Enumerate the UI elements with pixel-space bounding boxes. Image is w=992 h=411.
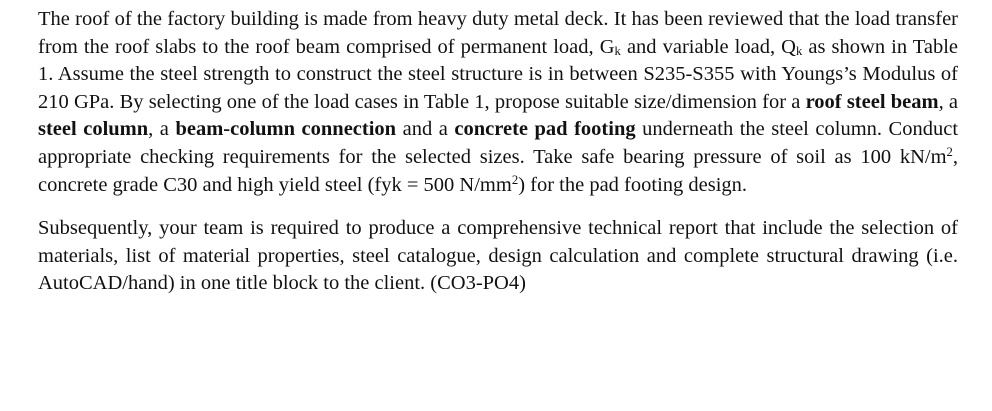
text-segment: The roof of the factory building is made from heavy duty metal deck. It has been reviewed that the load transfer from the roof slabs to the roof beam comprised of permanent load, G: [38, 8, 958, 58]
paragraph-report-requirement: [38, 215, 958, 298]
subscript-k: k: [614, 43, 621, 58]
bold-term-roof-steel-beam: roof steel beam: [805, 90, 939, 113]
document-body: [38, 6, 958, 298]
text-segment: and a: [396, 118, 455, 141]
text-segment: Subsequently, your team is required to produce a comprehensive technical report that include the selection of materials, list of material properties, steel catalogue, design calculation and complete structural drawing (i.e. AutoCAD/hand) in one title block to the client. (CO3-PO4): [38, 217, 958, 295]
bold-term-beam-column-connection: beam-column connection: [175, 118, 397, 141]
text-segment: , a: [938, 90, 958, 113]
superscript-2: 2: [946, 144, 953, 159]
subscript-k: k: [795, 43, 803, 58]
text-segment: as shown in Table 1. Assume the steel strength to construct the steel structure is in between S235-S355 with Youngs’s Modulus of 210 GPa. By selecting one of the load cases in Table 1, propose suitable size/dimension for a: [38, 35, 959, 113]
text-segment: and variable load, Q: [620, 35, 796, 58]
text-segment: , concrete grade C30 and high yield steel (fyk = 500 N/mm: [38, 145, 958, 196]
text-segment: ) for the pad footing design.: [518, 173, 748, 196]
superscript-2: 2: [511, 172, 519, 187]
bold-term-steel-column: steel column: [38, 118, 149, 141]
text-segment: , a: [148, 118, 176, 141]
text-segment: underneath the steel column. Conduct appropriate checking requirements for the selected sizes. Take safe bearing pressure of soil as 100 kN/m: [38, 118, 959, 168]
paragraph-assignment-brief: [38, 6, 958, 199]
bold-term-concrete-pad-footing: concrete pad footing: [454, 118, 636, 141]
